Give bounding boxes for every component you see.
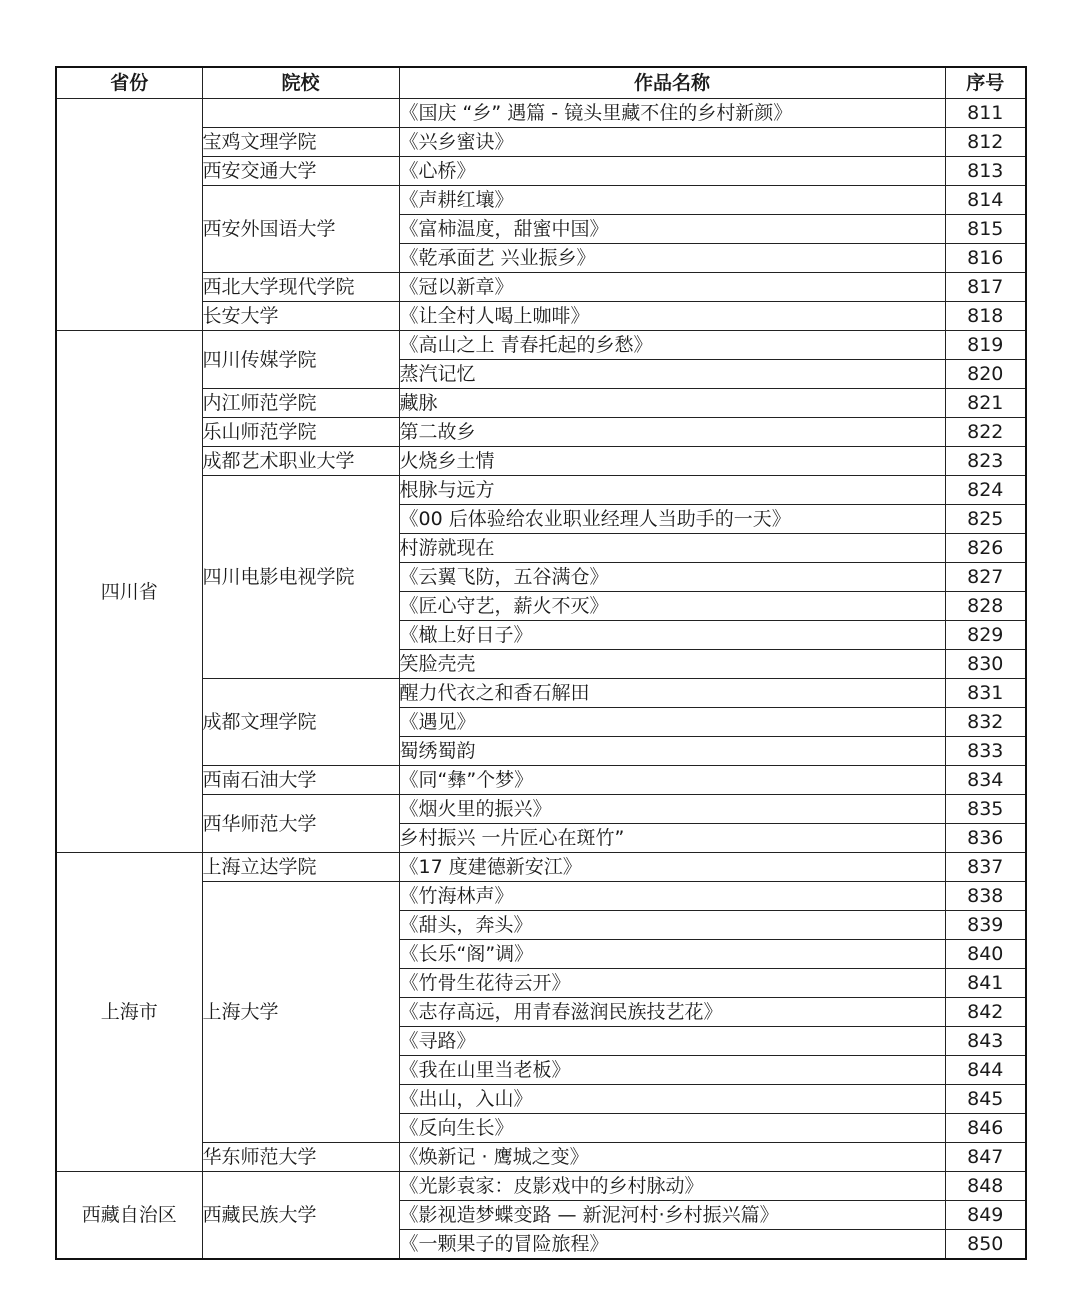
school-cell: 西安交通大学 — [202, 157, 399, 186]
work-title-cell: 《高山之上 青春托起的乡愁》 — [399, 331, 945, 360]
table-row — [56, 389, 1026, 418]
school-cell: 西南石油大学 — [202, 766, 399, 795]
school-cell: 上海大学 — [202, 882, 399, 1143]
serial-number-cell: 842 — [945, 998, 1026, 1027]
province-cell: 西藏自治区 — [56, 1172, 202, 1260]
serial-number-cell: 845 — [945, 1085, 1026, 1114]
serial-number-cell: 815 — [945, 215, 1026, 244]
school-cell: 长安大学 — [202, 302, 399, 331]
work-title-cell: 《竹海林声》 — [399, 882, 945, 911]
work-title-cell: 《声耕红壤》 — [399, 186, 945, 215]
table-header — [56, 67, 1026, 99]
serial-number-cell: 837 — [945, 853, 1026, 882]
serial-number-cell: 844 — [945, 1056, 1026, 1085]
province-cell — [56, 99, 202, 331]
work-title-cell: 《出山，入山》 — [399, 1085, 945, 1114]
table-row — [56, 418, 1026, 447]
serial-number-cell: 830 — [945, 650, 1026, 679]
serial-number-cell: 841 — [945, 969, 1026, 998]
table-row — [56, 273, 1026, 302]
table-row — [56, 447, 1026, 476]
header-school: 院校 — [202, 67, 399, 99]
work-title-cell: 《乾承面艺 兴业振乡》 — [399, 244, 945, 273]
serial-number-cell: 827 — [945, 563, 1026, 592]
serial-number-cell: 829 — [945, 621, 1026, 650]
serial-number-cell: 850 — [945, 1230, 1026, 1260]
work-title-cell: 《长乐“阁”调》 — [399, 940, 945, 969]
school-cell: 成都文理学院 — [202, 679, 399, 766]
work-title-cell: 《同“彝”个梦》 — [399, 766, 945, 795]
serial-number-cell: 838 — [945, 882, 1026, 911]
work-title-cell: 《光影袁家：皮影戏中的乡村脉动》 — [399, 1172, 945, 1201]
work-title-cell: 《烟火里的振兴》 — [399, 795, 945, 824]
table-body — [56, 99, 1026, 1260]
work-title-cell: 《00 后体验给农业职业经理人当助手的一天》 — [399, 505, 945, 534]
work-title-cell: 《甜头，奔头》 — [399, 911, 945, 940]
province-cell: 上海市 — [56, 853, 202, 1172]
serial-number-cell: 828 — [945, 592, 1026, 621]
table-row — [56, 99, 1026, 128]
table-row — [56, 302, 1026, 331]
table-row — [56, 853, 1026, 882]
work-title-cell: 《我在山里当老板》 — [399, 1056, 945, 1085]
school-cell: 宝鸡文理学院 — [202, 128, 399, 157]
table-row — [56, 882, 1026, 911]
serial-number-cell: 812 — [945, 128, 1026, 157]
table-row — [56, 331, 1026, 360]
serial-number-cell: 843 — [945, 1027, 1026, 1056]
serial-number-cell: 819 — [945, 331, 1026, 360]
work-title-cell: 《心桥》 — [399, 157, 945, 186]
work-title-cell: 村游就现在 — [399, 534, 945, 563]
header-province: 省份 — [56, 67, 202, 99]
table-row — [56, 476, 1026, 505]
header-title: 作品名称 — [399, 67, 945, 99]
table-row — [56, 795, 1026, 824]
work-title-cell: 《橄上好日子》 — [399, 621, 945, 650]
work-title-cell: 《17 度建德新安江》 — [399, 853, 945, 882]
work-title-cell: 《富柿温度，甜蜜中国》 — [399, 215, 945, 244]
table-row — [56, 1172, 1026, 1201]
serial-number-cell: 831 — [945, 679, 1026, 708]
serial-number-cell: 832 — [945, 708, 1026, 737]
school-cell: 华东师范大学 — [202, 1143, 399, 1172]
work-title-cell: 《让全村人喝上咖啡》 — [399, 302, 945, 331]
works-table — [55, 66, 1027, 1260]
work-title-cell: 蒸汽记忆 — [399, 360, 945, 389]
serial-number-cell: 833 — [945, 737, 1026, 766]
serial-number-cell: 818 — [945, 302, 1026, 331]
province-cell: 四川省 — [56, 331, 202, 853]
work-title-cell: 《志存高远，用青春滋润民族技艺花》 — [399, 998, 945, 1027]
header-row — [56, 67, 1026, 99]
header-number: 序号 — [945, 67, 1026, 99]
work-title-cell: 《竹骨生花待云开》 — [399, 969, 945, 998]
school-cell: 乐山师范学院 — [202, 418, 399, 447]
work-title-cell: 笑脸壳壳 — [399, 650, 945, 679]
serial-number-cell: 836 — [945, 824, 1026, 853]
serial-number-cell: 847 — [945, 1143, 1026, 1172]
serial-number-cell: 835 — [945, 795, 1026, 824]
school-cell: 西北大学现代学院 — [202, 273, 399, 302]
serial-number-cell: 849 — [945, 1201, 1026, 1230]
serial-number-cell: 834 — [945, 766, 1026, 795]
table-row — [56, 128, 1026, 157]
school-cell: 西华师范大学 — [202, 795, 399, 853]
work-title-cell: 《寻路》 — [399, 1027, 945, 1056]
table-row — [56, 766, 1026, 795]
work-title-cell: 醒力代衣之和香石解田 — [399, 679, 945, 708]
serial-number-cell: 820 — [945, 360, 1026, 389]
work-title-cell: 《匠心守艺，薪火不灭》 — [399, 592, 945, 621]
table-row — [56, 1143, 1026, 1172]
work-title-cell: 《焕新记 · 鹰城之变》 — [399, 1143, 945, 1172]
table-row — [56, 679, 1026, 708]
works-table-container — [55, 66, 1027, 1260]
serial-number-cell: 840 — [945, 940, 1026, 969]
serial-number-cell: 821 — [945, 389, 1026, 418]
serial-number-cell: 848 — [945, 1172, 1026, 1201]
serial-number-cell: 839 — [945, 911, 1026, 940]
work-title-cell: 《反向生长》 — [399, 1114, 945, 1143]
work-title-cell: 《国庆 “乡” 遇篇 - 镜头里藏不住的乡村新颜》 — [399, 99, 945, 128]
work-title-cell: 第二故乡 — [399, 418, 945, 447]
serial-number-cell: 823 — [945, 447, 1026, 476]
serial-number-cell: 822 — [945, 418, 1026, 447]
work-title-cell: 《一颗果子的冒险旅程》 — [399, 1230, 945, 1260]
serial-number-cell: 817 — [945, 273, 1026, 302]
school-cell: 上海立达学院 — [202, 853, 399, 882]
school-cell: 西藏民族大学 — [202, 1172, 399, 1260]
work-title-cell: 藏脉 — [399, 389, 945, 418]
serial-number-cell: 814 — [945, 186, 1026, 215]
serial-number-cell: 846 — [945, 1114, 1026, 1143]
school-cell: 四川电影电视学院 — [202, 476, 399, 679]
work-title-cell: 《影视造梦蝶变路 — 新泥河村·乡村振兴篇》 — [399, 1201, 945, 1230]
school-cell: 内江师范学院 — [202, 389, 399, 418]
serial-number-cell: 813 — [945, 157, 1026, 186]
work-title-cell: 《遇见》 — [399, 708, 945, 737]
serial-number-cell: 816 — [945, 244, 1026, 273]
serial-number-cell: 824 — [945, 476, 1026, 505]
work-title-cell: 根脉与远方 — [399, 476, 945, 505]
work-title-cell: 蜀绣蜀韵 — [399, 737, 945, 766]
serial-number-cell: 825 — [945, 505, 1026, 534]
school-cell: 成都艺术职业大学 — [202, 447, 399, 476]
serial-number-cell: 826 — [945, 534, 1026, 563]
table-row — [56, 157, 1026, 186]
work-title-cell: 火烧乡土情 — [399, 447, 945, 476]
work-title-cell: 《云翼飞防，五谷满仓》 — [399, 563, 945, 592]
school-cell: 西安外国语大学 — [202, 186, 399, 273]
work-title-cell: 《冠以新章》 — [399, 273, 945, 302]
school-cell: 四川传媒学院 — [202, 331, 399, 389]
work-title-cell: 《兴乡蜜诀》 — [399, 128, 945, 157]
serial-number-cell: 811 — [945, 99, 1026, 128]
table-row — [56, 186, 1026, 215]
work-title-cell: 乡村振兴 一片匠心在斑竹” — [399, 824, 945, 853]
school-cell — [202, 99, 399, 128]
